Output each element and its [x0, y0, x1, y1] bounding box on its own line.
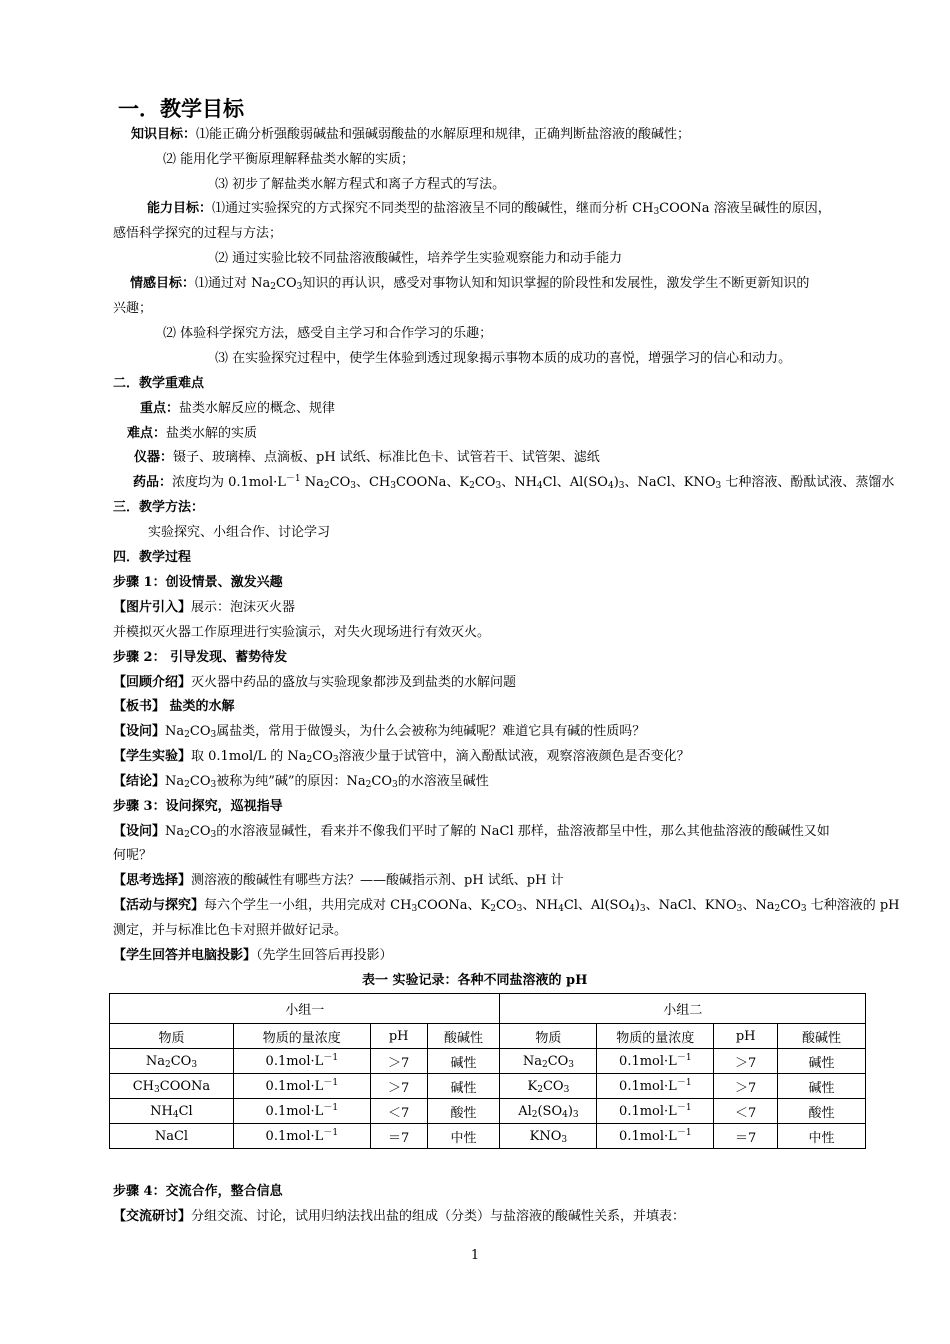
- reagents: 药品：浓度均为 $0.1mol\cdot L^{-1}$ $Na_2CO_3$、$CH_3COONa$、$K_2CO_3$、$NH_4Cl$、$Al(SO_4)_3$、NaCl、$KNO_3$ 七种溶液、酚酞试液、蒸馏水: [133, 474, 895, 491]
- question-2: 【设问】$Na_2CO_3$的水溶液显碱性，看来并不像我们平时了解的 NaCl 那样，盐溶液都呈中性，那么其他盐溶液的酸碱性又如: [113, 824, 830, 840]
- header-ph: pH: [714, 1024, 778, 1049]
- teaching-methods: 实验探究、小组合作、讨论学习: [148, 525, 331, 540]
- ph-cell: ＞7: [714, 1074, 778, 1099]
- ph-cell: ＞7: [370, 1049, 427, 1074]
- knowledge-goal-1: 知识目标：⑴能正确分析强酸弱碱盐和强碱弱酸盐的水解原理和规律，正确判断盐溶液的酸碱性；: [131, 127, 691, 142]
- demo-text: 并模拟灭火器工作原理进行实验演示，对失火现场进行有效灭火。: [113, 625, 491, 640]
- emotion-goal-2: ⑵ 体验科学探究方法，感受自主学习和合作学习的乐趣；: [163, 326, 493, 341]
- concentration-cell: $0.1mol\cdot L^{-1}$: [233, 1124, 370, 1149]
- ability-goal-1: 能力目标：⑴通过实验探究的方式探究不同类型的盐溶液呈不同的酸碱性，继而分析 $CH_3COONa$ 溶液呈碱性的原因，: [147, 201, 831, 217]
- table-row: [110, 1074, 866, 1099]
- header-ph: pH: [370, 1024, 427, 1049]
- concentration-cell: $0.1mol\cdot L^{-1}$: [597, 1099, 714, 1124]
- emotion-goal-1: 情感目标：⑴通过对 $Na_2CO_3$知识的再认识，感受对事物认知和知识掌握的阶段性和发展性，激发学生不断更新知识的: [130, 276, 810, 292]
- acidity-cell: 碱性: [778, 1049, 866, 1074]
- substance-cell: $CH_3COONa$: [110, 1074, 234, 1099]
- question-2-cont: 何呢？: [113, 848, 153, 863]
- table-row: [110, 1099, 866, 1124]
- section-1-title: 一．教学目标: [118, 96, 244, 121]
- activity-cont: 测定，并与标准比色卡对照并做好记录。: [113, 923, 348, 938]
- activity: 【活动与探究】每六个学生一小组，共用完成对 $CH_3COONa$、$K_2CO_3$、$NH_4Cl$、$Al(SO_4)_3$、NaCl、$KNO_3$、$Na_2CO_3$ 七种溶液的 pH: [113, 898, 900, 914]
- difficult-point: 难点：盐类水解的实质: [127, 426, 258, 441]
- step-4-title: 步骤 4：交流合作，整合信息: [113, 1184, 283, 1199]
- table-row: [110, 1049, 866, 1074]
- concentration-cell: $0.1mol\cdot L^{-1}$: [233, 1099, 370, 1124]
- ph-cell: ＜7: [714, 1099, 778, 1124]
- header-substance: 物质: [110, 1024, 234, 1049]
- ph-cell: ＞7: [714, 1049, 778, 1074]
- picture-intro: 【图片引入】展示：泡沫灭火器: [113, 600, 296, 615]
- step-1-title: 步骤 1：创设情景、激发兴趣: [113, 575, 283, 590]
- ph-cell: ＝7: [714, 1124, 778, 1149]
- substance-cell: $Al_2(SO_4)_3$: [500, 1099, 597, 1124]
- key-point: 重点：盐类水解反应的概念、规律: [140, 401, 336, 416]
- emotion-goal-1-cont: 兴趣；: [113, 301, 153, 316]
- step-3-title: 步骤 3：设问探究，巡视指导: [113, 799, 283, 814]
- review-intro: 【回顾介绍】灭火器中药品的盛放与实验现象都涉及到盐类的水解问题: [113, 675, 517, 690]
- concentration-cell: $0.1mol\cdot L^{-1}$: [597, 1124, 714, 1149]
- concentration-cell: $0.1mol\cdot L^{-1}$: [233, 1074, 370, 1099]
- knowledge-goal-2: ⑵ 能用化学平衡原理解释盐类水解的实质；: [163, 152, 415, 167]
- substance-cell: $Na_2CO_3$: [500, 1049, 597, 1074]
- ph-cell: ＞7: [370, 1074, 427, 1099]
- substance-cell: $Na_2CO_3$: [110, 1049, 234, 1074]
- acidity-cell: 酸性: [778, 1099, 866, 1124]
- instruments: 仪器：镊子、玻璃棒、点滴板、pH 试纸、标准比色卡、试管若干、试管架、滤纸: [134, 450, 600, 465]
- header-acidity: 酸碱性: [778, 1024, 866, 1049]
- student-experiment: 【学生实验】取 0.1mol/L 的 $Na_2CO_3$溶液少量于试管中，滴入酚酞试液，观察溶液颜色是否变化？: [113, 749, 690, 765]
- think-choose: 【思考选择】测溶液的酸碱性有哪些方法？——酸碱指示剂、pH 试纸、pH 计: [113, 873, 564, 888]
- ability-goal-1-cont: 感悟科学探究的过程与方法；: [113, 226, 283, 241]
- header-acidity: 酸碱性: [427, 1024, 500, 1049]
- section-2-title: 二．教学重难点: [113, 376, 205, 391]
- board-writing: 【板书】 盐类的水解: [113, 699, 235, 714]
- acidity-cell: 中性: [778, 1124, 866, 1149]
- conclusion: 【结论】$Na_2CO_3$被称为纯”碱”的原因：$Na_2CO_3$的水溶液呈碱性: [113, 774, 489, 790]
- header-concentration: 物质的量浓度: [233, 1024, 370, 1049]
- acidity-cell: 中性: [427, 1124, 500, 1149]
- substance-cell: $K_2CO_3$: [500, 1074, 597, 1099]
- header-concentration: 物质的量浓度: [597, 1024, 714, 1049]
- section-4-title: 四．教学过程: [113, 550, 192, 565]
- emotion-goal-3: ⑶ 在实验探究过程中，使学生体验到透过现象揭示事物本质的成功的喜悦，增强学习的信心和动力。: [215, 351, 792, 366]
- group-2-header: 小组二: [500, 994, 866, 1024]
- page-number: 1: [470, 1248, 480, 1263]
- knowledge-goal-3: ⑶ 初步了解盐类水解方程式和离子方程式的写法。: [215, 177, 506, 192]
- ph-cell: ＝7: [370, 1124, 427, 1149]
- table-caption: 表一 实验记录：各种不同盐溶液的 pH: [362, 973, 588, 988]
- section-3-title: 三．教学方法：: [113, 500, 205, 515]
- substance-cell: $KNO_3$: [500, 1124, 597, 1149]
- concentration-cell: $0.1mol\cdot L^{-1}$: [233, 1049, 370, 1074]
- concentration-cell: $0.1mol\cdot L^{-1}$: [597, 1049, 714, 1074]
- acidity-cell: 碱性: [778, 1074, 866, 1099]
- concentration-cell: $0.1mol\cdot L^{-1}$: [597, 1074, 714, 1099]
- table-row: [110, 1124, 866, 1149]
- exchange-discussion: 【交流研讨】分组交流、讨论，试用归纳法找出盐的组成（分类）与盐溶液的酸碱性关系，并填表：: [113, 1209, 686, 1224]
- substance-cell: NaCl: [110, 1124, 234, 1149]
- ph-cell: ＜7: [370, 1099, 427, 1124]
- header-substance: 物质: [500, 1024, 597, 1049]
- group-1-header: 小组一: [110, 994, 500, 1024]
- step-2-title: 步骤 2： 引导发现、蓄势待发: [113, 650, 288, 665]
- substance-cell: $NH_4Cl$: [110, 1099, 234, 1124]
- acidity-cell: 碱性: [427, 1074, 500, 1099]
- ability-goal-2: ⑵ 通过实验比较不同盐溶液酸碱性，培养学生实验观察能力和动手能力: [215, 251, 623, 266]
- student-answer: 【学生回答并电脑投影】（先学生回答后再投影）: [113, 948, 393, 963]
- acidity-cell: 碱性: [427, 1049, 500, 1074]
- acidity-cell: 酸性: [427, 1099, 500, 1124]
- question-1: 【设问】$Na_2CO_3$属盐类，常用于做馒头，为什么会被称为纯碱呢？难道它具有碱的性质吗？: [113, 724, 646, 740]
- experiment-record-table: [109, 993, 866, 1149]
